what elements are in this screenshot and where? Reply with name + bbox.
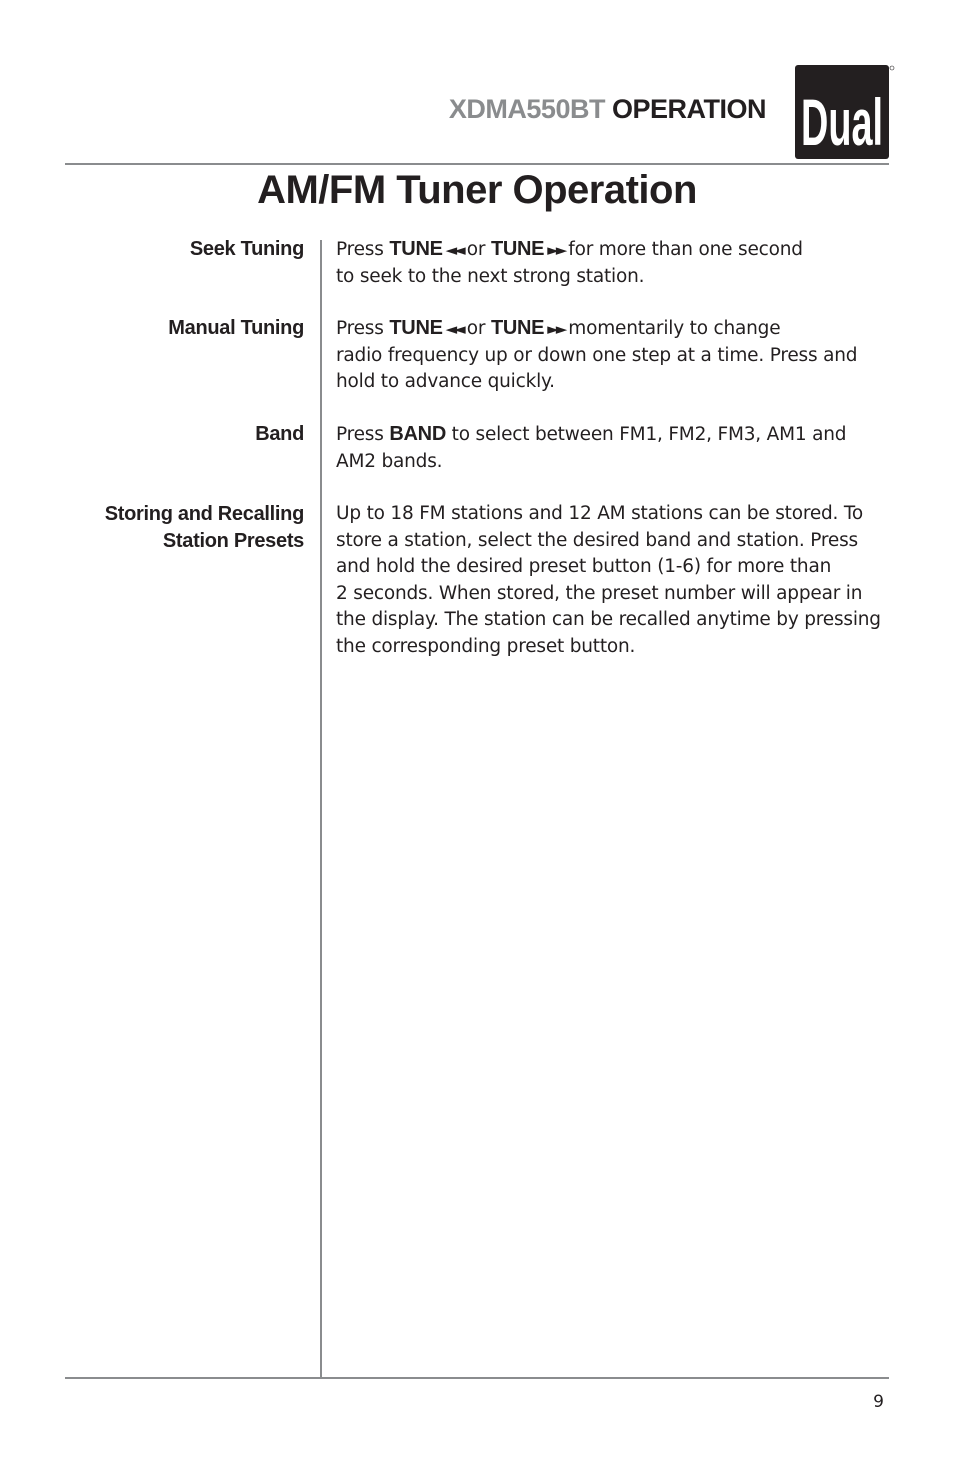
page-number: 9 (873, 1392, 884, 1412)
logo-text: Dual (801, 85, 883, 159)
manual-tuning-text: Press TUNE ◄◄ or TUNE ►► momentarily to change radio frequency up or down one step at a time. Press and hold to advance quickly. (336, 317, 858, 392)
band-text: Press BAND to select between FM1, FM2, FM3, AM1 and AM2 bands. (336, 423, 847, 472)
registered-mark-icon (890, 66, 894, 70)
footer-rule (65, 1377, 889, 1379)
seek-tuning-label: Seek Tuning (189, 238, 304, 260)
header-title (449, 94, 766, 125)
fast-forward-icon: ►► (547, 241, 565, 259)
rewind-icon: ◄◄ (445, 241, 463, 259)
page-title: AM/FM Tuner Operation (257, 168, 697, 212)
rewind-icon: ◄◄ (445, 320, 463, 338)
header-section: OPERATION (611, 94, 766, 124)
seek-tuning-text: Press TUNE ◄◄ or TUNE ►► for more than one second to seek to the next strong station. (336, 238, 803, 287)
band-label: Band (255, 423, 304, 445)
column-divider (320, 240, 322, 1378)
manual-tuning-label: Manual Tuning (168, 317, 304, 339)
fast-forward-icon: ►► (547, 320, 565, 338)
header-rule (65, 163, 889, 165)
presets-text: Up to 18 FM stations and 12 AM stations can be stored. To store a station, select the desired band and station. Press and hold the desired preset button (1-6) for more than 2 seconds. When stored, the preset number will appear in the display. The station can be recalled anytime by pressing the corresponding preset button. (336, 503, 881, 657)
dual-logo (795, 65, 889, 159)
presets-label: Storing and Recalling Station Presets (104, 503, 304, 552)
header-model: XDMA550BT (448, 94, 605, 124)
